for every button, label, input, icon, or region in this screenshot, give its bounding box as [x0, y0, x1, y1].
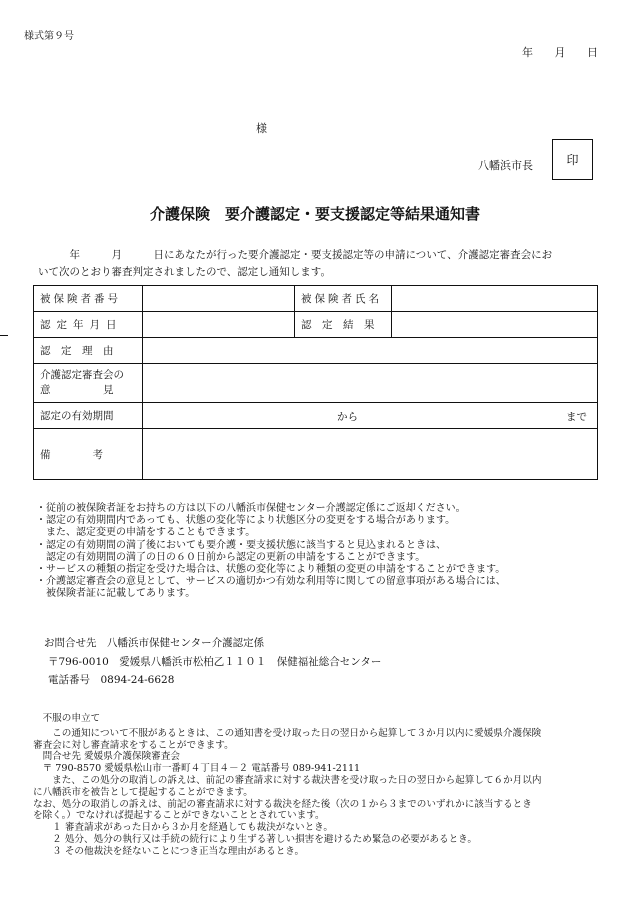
seal-box: 印 — [552, 139, 593, 180]
table-row — [34, 429, 598, 480]
appeal-line: に八幡浜市を被告として提起することができます。 — [33, 786, 253, 798]
note-line: ・介護認定審査会の意見として、サービスの適切かつ有効な利用等に関しての留意事項がある場合には、 — [36, 576, 506, 588]
fold-mark — [0, 335, 8, 336]
validity-until: まで — [566, 411, 587, 423]
cert-date-value — [143, 312, 295, 338]
contact-block — [44, 634, 381, 690]
table-row — [34, 286, 598, 312]
intro-text — [38, 247, 598, 281]
date-day-label: 日 — [587, 46, 598, 59]
note-line: また、認定変更の申請をすることもできます。 — [36, 527, 256, 539]
committee-opinion-label — [34, 364, 143, 403]
note-line: 認定の有効期間の満了の日の６０日前から認定の更新の申請をすることができます。 — [36, 551, 426, 563]
contact-address: 〒796-0010 愛媛県八幡浜市松柏乙１１０１ 保健福祉総合センター — [48, 655, 382, 668]
result-table — [33, 285, 598, 480]
document-title: 介護保険 要介護認定・要支援認定等結果通知書 — [149, 205, 480, 223]
note-line: ・サービスの種類の指定を受けた場合は、状態の変化等により種類の変更の申請をすることができます。 — [36, 564, 506, 576]
remarks-value — [143, 429, 598, 480]
insured-number-value — [143, 286, 295, 312]
intro-line: いて次のとおり審査判定されましたので、認定し通知します。 — [38, 266, 331, 278]
date-year-label: 年 — [522, 46, 533, 59]
appeal-line: 審査会に対し審査請求をすることができます。 — [33, 739, 234, 751]
remarks-label: 備 考 — [34, 429, 143, 480]
validity-value — [143, 403, 598, 429]
note-line: ・認定の有効期間の満了後においても要介護・要支援状態に該当すると見込まれるときは、 — [36, 539, 446, 551]
cert-reason-label: 認 定 理 由 — [34, 338, 143, 364]
form-number: 様式第９号 — [24, 31, 74, 42]
cert-date-label: 認定年月日 — [34, 312, 143, 338]
insured-name-label: 被保険者氏名 — [295, 286, 392, 312]
notes-list — [36, 503, 506, 601]
appeal-line: この通知について不服があるときは、この通知書を受け取った日の翌日から起算して３か月以内に愛媛県介護保険 — [33, 727, 542, 739]
table-row — [34, 364, 598, 403]
table-row — [34, 312, 598, 338]
appeal-line: 問合せ先 愛媛県介護保険審査会 — [33, 751, 180, 763]
table-row — [34, 403, 598, 429]
committee-opinion-label-line: 意 見 — [40, 384, 114, 396]
insured-name-value — [392, 286, 598, 312]
intro-line: 年 月 日にあなたが行った要介護認定・要支援認定等の申請について、介護認定審査会にお — [38, 249, 553, 261]
cert-result-value — [392, 312, 598, 338]
issue-date — [522, 44, 598, 60]
appeal-line: なお、処分の取消しの訴えは、前記の審査請求に対する裁決を経た後（次の１から３までのいずれかに該当するとき — [33, 798, 532, 810]
validity-label: 認定の有効期間 — [34, 403, 143, 429]
appeal-line: ３ その他裁決を経ないことにつき正当な理由があるとき。 — [33, 845, 305, 857]
committee-opinion-label-line: 介護認定審査会の — [40, 369, 124, 381]
issuer-name: 八幡浜市長 — [478, 159, 533, 172]
cert-reason-value — [143, 338, 598, 364]
insured-number-label: 被保険者番号 — [34, 286, 143, 312]
appeal-line: また、この処分の取消しの訴えは、前記の審査請求に対する裁決書を受け取った日の翌日から起算して６か月以内 — [33, 774, 542, 786]
appeal-heading: 不服の申立て — [33, 713, 101, 724]
note-line: 被保険者証に記載してあります。 — [36, 588, 196, 600]
appeal-section — [33, 713, 541, 858]
cert-result-label: 認 定 結 果 — [295, 312, 392, 338]
note-line: ・認定の有効期間内であっても、状態の変化等により状態区分の変更をする場合があります。 — [36, 515, 456, 527]
appeal-line: 〒 790-8570 愛媛県松山市一番町４丁目４－２ 電話番号 089-941-2111 — [33, 763, 361, 775]
validity-from: から — [337, 411, 358, 423]
appeal-line: ２ 処分、処分の執行又は手続の続行により生ずる著しい損害を避けるため緊急の必要があるとき。 — [33, 833, 477, 845]
table-row — [34, 338, 598, 364]
appeal-line: を除く。）でなければ提起することができないこととされています。 — [33, 810, 325, 822]
appeal-line: １ 審査請求があった日から３か月を経過しても裁決がないとき。 — [33, 822, 333, 834]
date-month-label: 月 — [554, 46, 566, 59]
committee-opinion-value — [143, 364, 598, 403]
note-line: ・従前の被保険者証をお持ちの方は以下の八幡浜市保健センター介護認定係にご返却ください。 — [36, 503, 466, 514]
addressee-suffix: 様 — [256, 122, 267, 135]
contact-office: お問合せ先 八幡浜市保健センター介護認定係 — [44, 637, 265, 649]
contact-phone: 電話番号 0894-24-6628 — [48, 674, 175, 686]
